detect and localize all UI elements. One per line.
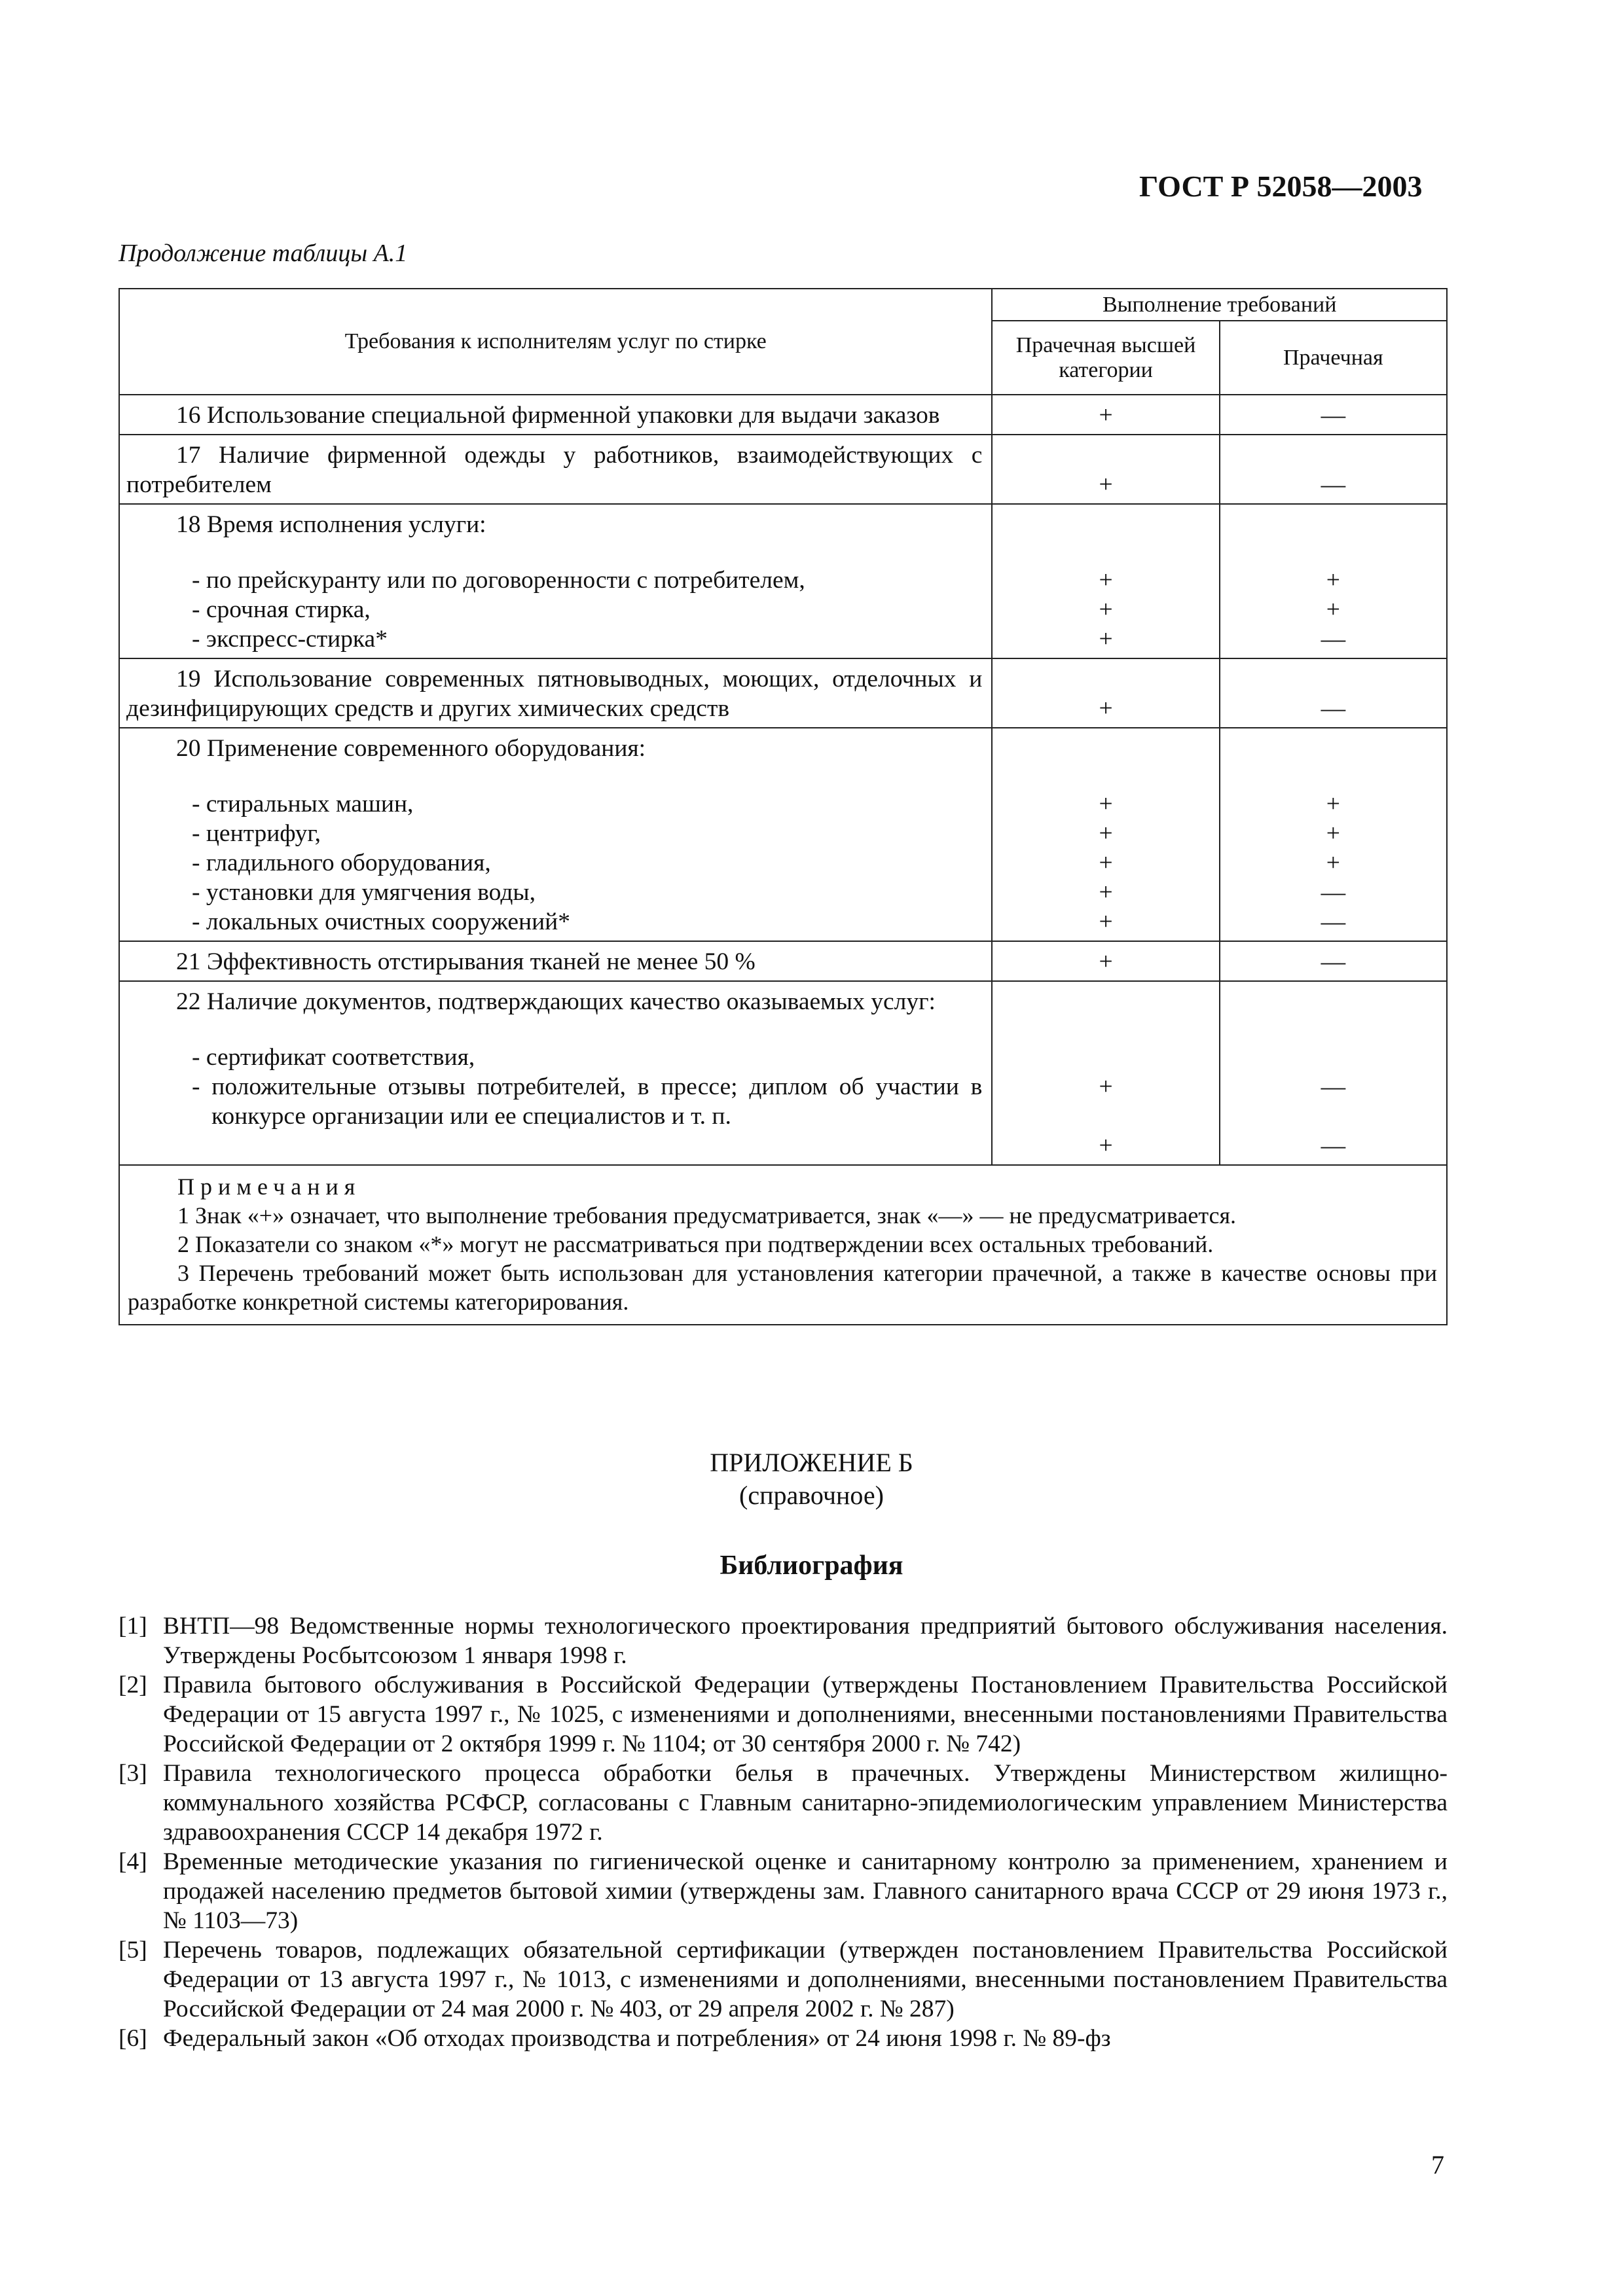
mark-high: + xyxy=(1099,1073,1113,1100)
requirements-table xyxy=(119,288,1448,1325)
note-item: 3 Перечень требований может быть использован для установления категории прачечной, а также в качестве основы при разработке конкретной системы категорирования. xyxy=(128,1260,1437,1315)
page-number: 7 xyxy=(1431,2150,1444,2179)
bibliography-item xyxy=(119,2024,1448,2053)
notes-title: Примечания xyxy=(177,1174,361,1200)
bibliography-number: [1] xyxy=(119,1613,147,1640)
column-header-laundry: Прачечная xyxy=(1220,321,1447,395)
mark-regular: — xyxy=(1321,626,1346,653)
bibliography-number: [4] xyxy=(119,1848,147,1875)
requirement-text: 19 Использование современных пятновыводных, моющих, отделочных и дезинфицирующих средств и других химических средств xyxy=(119,658,992,728)
column-header-execution: Выполнение требований xyxy=(992,289,1447,321)
mark-regular: — xyxy=(1220,658,1447,728)
table-row xyxy=(119,504,1447,658)
mark-regular: — xyxy=(1321,1132,1346,1159)
note-item: 2 Показатели со знаком «*» могут не рассматриваться при подтверждении всех остальных требований. xyxy=(177,1231,1214,1257)
requirement-item: - положительные отзывы потребителей, в прессе; диплом об участии в конкурсе организации или ее специалистов и т. п. xyxy=(192,1073,983,1130)
bibliography-text: Правила технологического процесса обработки белья в прачечных. Утверждены Министерством жилищно-коммунального хозяйства РСФСР, согласованы с Главным санитарно-эпидемиологическим управлением Министерства здравоохранения СССР 14 декабря 1972 г. xyxy=(163,1760,1448,1846)
bibliography-number: [5] xyxy=(119,1937,147,1964)
requirement-text: 21 Эффективность отстирывания тканей не менее 50 % xyxy=(119,941,992,981)
mark-high: + xyxy=(1099,850,1113,876)
mark-regular: + xyxy=(1326,791,1340,817)
bibliography-text: Федеральный закон «Об отходах производства и потребления» от 24 июня 1998 г. № 89-фз xyxy=(163,2025,1111,2052)
bibliography-item xyxy=(119,1759,1448,1847)
mark-regular: — xyxy=(1220,435,1447,504)
table-continuation-label: Продолжение таблицы А.1 xyxy=(119,240,408,267)
document-code: ГОСТ Р 52058—2003 xyxy=(1139,170,1423,203)
mark-regular: + xyxy=(1326,596,1340,623)
table-row xyxy=(119,435,1447,504)
table-row xyxy=(119,395,1447,435)
appendix-subtitle: (справочное) xyxy=(739,1480,884,1510)
requirement-text xyxy=(119,728,992,941)
requirement-text xyxy=(119,981,992,1165)
mark-regular: — xyxy=(1220,941,1447,981)
mark-high: + xyxy=(1099,908,1113,935)
notes-row xyxy=(119,1165,1447,1325)
requirement-item: - установки для умягчения воды, xyxy=(192,879,536,906)
bibliography-text: Временные методические указания по гигиенической оценке и санитарному контролю за применением, хранением и продажей населению предметов бытовой химии (утверждены зам. Главного санитарного врача СССР от 29 июня 1973 г., № 1103—73) xyxy=(163,1848,1448,1934)
bibliography-list xyxy=(119,1611,1448,2053)
mark-regular-group xyxy=(1220,504,1447,658)
requirement-text: 16 Использование специальной фирменной упаковки для выдачи заказов xyxy=(119,395,992,435)
mark-high: + xyxy=(992,395,1219,435)
bibliography-number: [2] xyxy=(119,1672,147,1698)
note-item: 1 Знак «+» означает, что выполнение требования предусматривается, знак «—» — не предусматривается. xyxy=(177,1202,1237,1229)
bibliography-text: Правила бытового обслуживания в Российской Федерации (утверждены Постановлением Правительства Российской Федерации от 15 августа 1997 г., № 1025, с изменениями и дополнениями, внесенными постановлениями Правительства Российской Федерации от 2 октября 1999 г. № 1104; от 30 сентября 2000 г. № 742) xyxy=(163,1672,1448,1757)
mark-high-group xyxy=(992,981,1219,1165)
mark-regular: + xyxy=(1326,567,1340,594)
requirement-item: - сертификат соответствия, xyxy=(192,1044,475,1071)
appendix-title: ПРИЛОЖЕНИЕ Б xyxy=(710,1448,913,1477)
appendix-heading xyxy=(0,1446,1623,1512)
bibliography-number: [3] xyxy=(119,1760,147,1787)
bibliography-text: Перечень товаров, подлежащих обязательной сертификации (утвержден постановлением Правительства Российской Федерации от 13 августа 1997 г., № 1013, с изменениями и дополнениями, внесенными постановлением Правительства Российской Федерации от 24 мая 2000 г. № 403, от 29 апреля 2002 г. № 287) xyxy=(163,1937,1448,2022)
mark-regular-group xyxy=(1220,981,1447,1165)
mark-regular: — xyxy=(1220,395,1447,435)
column-header-laundry-high: Прачечная высшей категории xyxy=(992,321,1219,395)
requirement-item: - по прейскуранту или по договоренности с потребителем, xyxy=(192,567,805,594)
requirement-item: - стиральных машин, xyxy=(192,791,414,817)
mark-high: + xyxy=(1099,1132,1113,1159)
bibliography-item xyxy=(119,1935,1448,2024)
mark-high: + xyxy=(992,435,1219,504)
mark-regular-group xyxy=(1220,728,1447,941)
requirement-item: - центрифуг, xyxy=(192,820,321,847)
mark-regular: + xyxy=(1326,820,1340,847)
mark-high: + xyxy=(1099,820,1113,847)
requirement-item: - гладильного оборудования, xyxy=(192,850,491,876)
requirement-intro: 20 Применение современного оборудования: xyxy=(176,735,646,762)
bibliography-title: Библиография xyxy=(720,1551,903,1581)
bibliography-item xyxy=(119,1611,1448,1670)
mark-regular: + xyxy=(1326,850,1340,876)
table-row xyxy=(119,941,1447,981)
requirement-intro: 22 Наличие документов, подтверждающих качество оказываемых услуг: xyxy=(176,988,936,1015)
bibliography-item xyxy=(119,1670,1448,1759)
table-row xyxy=(119,981,1447,1165)
mark-high: + xyxy=(992,941,1219,981)
requirement-intro: 18 Время исполнения услуги: xyxy=(176,511,486,538)
mark-regular: — xyxy=(1321,1073,1346,1100)
requirement-text: 17 Наличие фирменной одежды у работников, взаимодействующих с потребителем xyxy=(119,435,992,504)
mark-high: + xyxy=(1099,879,1113,906)
mark-regular: — xyxy=(1321,908,1346,935)
mark-high: + xyxy=(1099,626,1113,653)
bibliography-text: ВНТП—98 Ведомственные нормы технологического проектирования предприятий бытового обслуживания населения. Утверждены Росбытсоюзом 1 января 1998 г. xyxy=(163,1613,1448,1669)
mark-regular: — xyxy=(1321,879,1346,906)
requirement-item: - локальных очистных сооружений* xyxy=(192,908,570,935)
table-notes xyxy=(119,1165,1447,1325)
column-header-requirements: Требования к исполнителям услуг по стирке xyxy=(119,289,992,395)
table-row xyxy=(119,658,1447,728)
mark-high: + xyxy=(992,658,1219,728)
bibliography-item xyxy=(119,1847,1448,1935)
mark-high: + xyxy=(1099,567,1113,594)
mark-high-group xyxy=(992,504,1219,658)
bibliography-number: [6] xyxy=(119,2025,147,2052)
mark-high: + xyxy=(1099,791,1113,817)
requirement-item: - экспресс-стирка* xyxy=(192,626,388,653)
requirement-text xyxy=(119,504,992,658)
table-row xyxy=(119,728,1447,941)
mark-high-group xyxy=(992,728,1219,941)
requirement-item: - срочная стирка, xyxy=(192,596,371,623)
mark-high: + xyxy=(1099,596,1113,623)
